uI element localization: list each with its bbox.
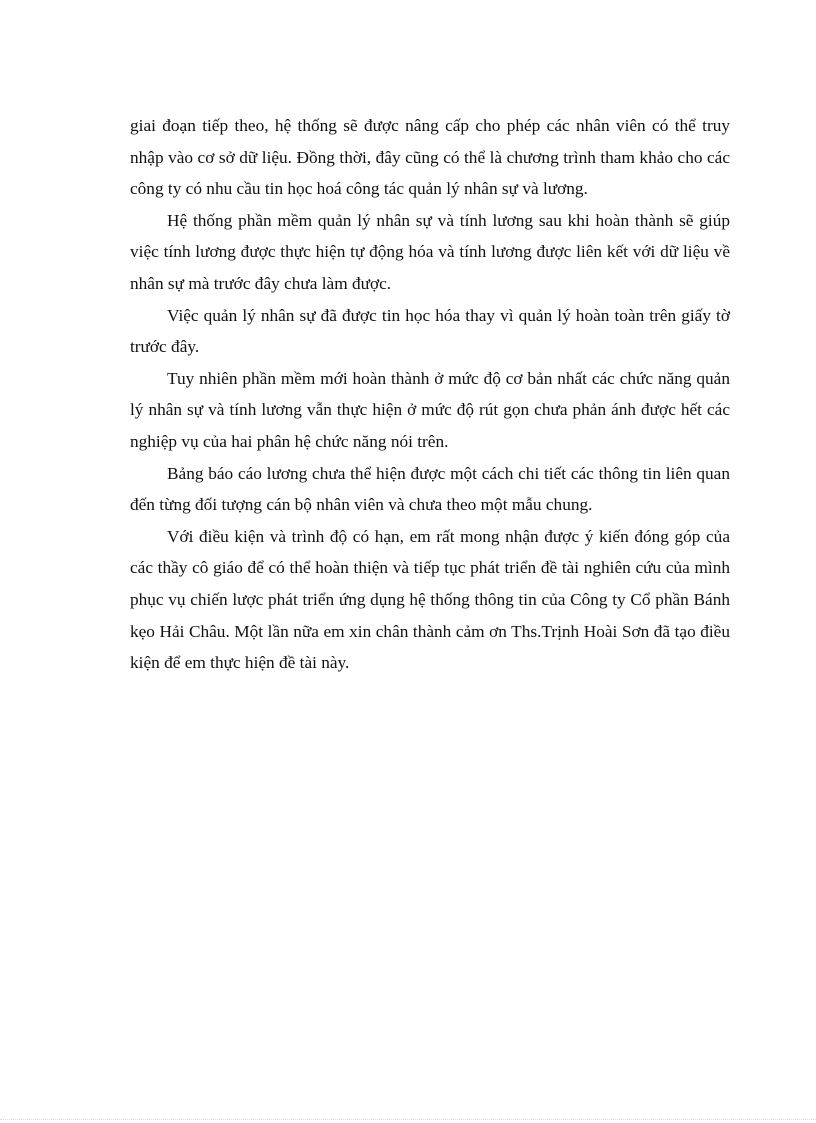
paragraph-acknowledgement: Với điều kiện và trình độ có hạn, em rất mong nhận được ý kiến đóng góp của các thầy cô giáo để có thể hoàn thiện và tiếp tục phát triển đề tài nghiên cứu của mình phục vụ chiến lược phát triển ứng dụng hệ thống thông tin của Công ty Cổ phần Bánh kẹo Hải Châu. Một lần nữa em xin chân thành cảm ơn Ths.Trịnh Hoài Sơn đã tạo điều kiện để em thực hiện đề tài này. bbox=[130, 526, 730, 673]
page-bottom-rule bbox=[0, 1119, 816, 1120]
body-text bbox=[130, 110, 730, 679]
paragraph-computerization: Việc quản lý nhân sự đã được tin học hóa thay vì quản lý hoàn toàn trên giấy tờ trước đây. bbox=[130, 305, 730, 357]
paragraph-software-benefits: Hệ thống phần mềm quản lý nhân sự và tính lương sau khi hoàn thành sẽ giúp việc tính lương được thực hiện tự động hóa và tính lương được liên kết với dữ liệu về nhân sự mà trước đây chưa làm được. bbox=[130, 210, 730, 293]
paragraph-limitations: Tuy nhiên phần mềm mới hoàn thành ở mức độ cơ bản nhất các chức năng quản lý nhân sự và tính lương vẫn thực hiện ở mức độ rút gọn chưa phản ánh được hết các nghiệp vụ của hai phân hệ chức năng nói trên. bbox=[130, 368, 730, 451]
paragraph-continuation: giai đoạn tiếp theo, hệ thống sẽ được nâng cấp cho phép các nhân viên có thể truy nhập vào cơ sở dữ liệu. Đồng thời, đây cũng có thể là chương trình tham khảo cho các công ty có nhu cầu tin học hoá công tác quản lý nhân sự và lương. bbox=[130, 116, 730, 199]
paragraph-salary-report: Bảng báo cáo lương chưa thể hiện được một cách chi tiết các thông tin liên quan đến từng đối tượng cán bộ nhân viên và chưa theo một mẫu chung. bbox=[130, 463, 730, 515]
